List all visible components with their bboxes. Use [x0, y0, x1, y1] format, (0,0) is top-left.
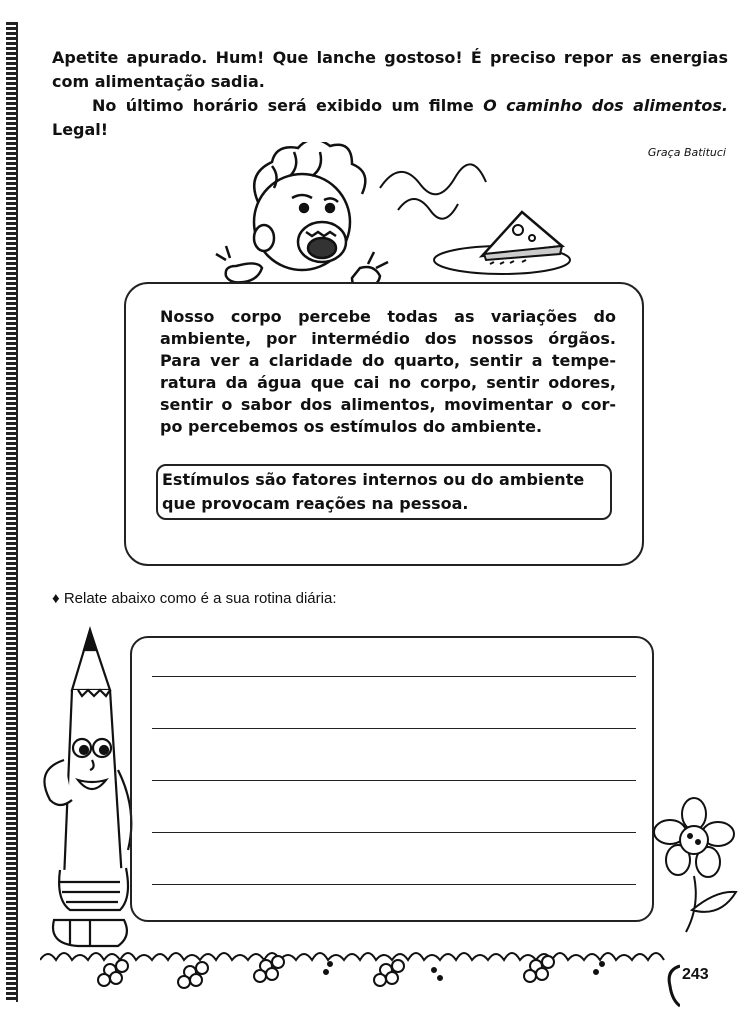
- concept-text: [160, 306, 616, 438]
- definition-line: que provocam reações na pessoa.: [162, 494, 469, 513]
- diamond-bullet-icon: ♦: [52, 590, 60, 607]
- concept-line: Nosso corpo percebe todas as variações do: [160, 307, 616, 326]
- page-binding-edge: [6, 22, 18, 1002]
- movie-title: O caminho dos alimentos.: [483, 96, 729, 115]
- concept-line: ratura da água que cai no corpo, sentir odores,: [160, 373, 616, 392]
- concept-line: ambiente, por intermédio dos nossos órgãos.: [160, 329, 616, 348]
- author-credit: Graça Batituci: [647, 146, 726, 159]
- cake-slice-illustration: [372, 160, 582, 280]
- intro-line-1: Apetite apurado. Hum! Que lanche gostoso! É preciso repor as energias: [52, 48, 728, 67]
- intro-line-3: [52, 94, 728, 118]
- writing-line[interactable]: [152, 832, 636, 833]
- definition-box: [156, 464, 612, 520]
- writing-line[interactable]: [152, 780, 636, 781]
- page-number: 243: [682, 966, 709, 983]
- writing-area[interactable]: [130, 636, 654, 922]
- concept-line: po percebemos os estímulos do ambiente.: [160, 417, 543, 436]
- concept-line: Para ver a claridade do quarto, sentir a tempe-: [160, 351, 616, 370]
- writing-line[interactable]: [152, 884, 636, 885]
- intro-line-2: com alimentação sadia.: [52, 72, 265, 91]
- instruction-text: Relate abaixo como é a sua rotina diária:: [63, 590, 337, 607]
- concept-line: sentir o sabor dos alimentos, movimentar o cor-: [160, 395, 616, 414]
- writing-line[interactable]: [152, 676, 636, 677]
- grass-border-illustration: [40, 900, 680, 1020]
- intro-text: [52, 46, 728, 142]
- concept-box: [124, 282, 644, 566]
- definition-line: Estímulos são fatores internos ou do ambiente: [162, 470, 585, 489]
- boy-eating-illustration: [196, 142, 396, 292]
- instruction: [52, 590, 337, 607]
- intro-line-4: Legal!: [52, 120, 109, 139]
- intro-line-3-text: No último horário será exibido um filme: [92, 96, 484, 115]
- writing-line[interactable]: [152, 728, 636, 729]
